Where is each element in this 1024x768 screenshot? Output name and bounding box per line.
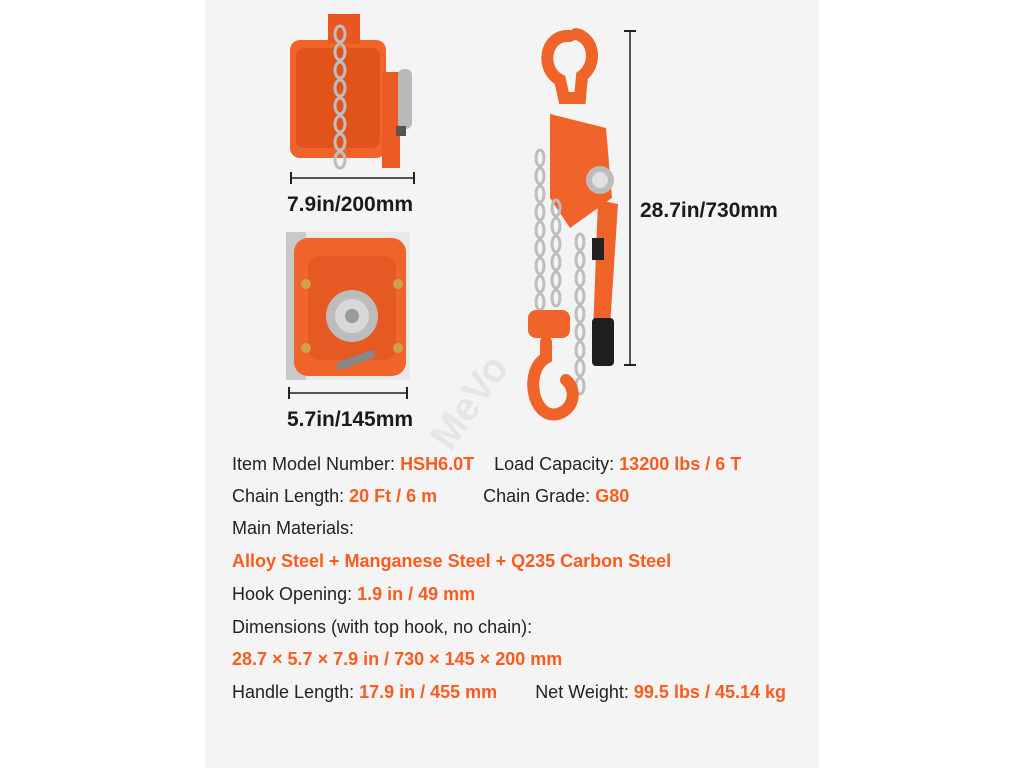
capacity-value: 13200 lbs / 6 T [619,454,742,474]
spec-row-model-capacity [232,453,741,475]
chain-length-value: 20 Ft / 6 m [349,486,438,506]
spec-row-hook [232,583,475,605]
chain-grade-value: G80 [595,486,630,506]
handle-value: 17.9 in / 455 mm [359,682,498,702]
chain-grade-label: Chain Grade: [483,486,596,506]
weight-label: Net Weight: [535,682,634,702]
width-dimension-label: 7.9in/200mm [287,193,414,216]
dimensions-label: Dimensions (with top hook, no chain): [232,617,533,637]
depth-dimension-label: 5.7in/145mm [287,408,414,431]
hoist-plate-closeup-image [286,232,410,380]
handle-label: Handle Length: [232,682,360,702]
hook-value: 1.9 in / 49 mm [357,584,476,604]
spec-row-chain [232,485,629,507]
model-label: Item Model Number: [232,454,401,474]
height-dimension-line [622,30,638,366]
materials-value: Alloy Steel + Manganese Steel + Q235 Carbon Steel [232,551,672,571]
dimensions-value: 28.7 × 5.7 × 7.9 in / 730 × 145 × 200 mm [232,649,563,669]
depth-dimension-line [288,385,408,401]
hoist-side-view-image [286,14,426,174]
weight-value: 99.5 lbs / 45.14 kg [633,682,787,702]
spec-row-handle-weight [232,681,786,703]
watermark-text: MeVo [421,347,518,458]
lever-hoist-main-image [510,28,630,423]
materials-label: Main Materials: [232,518,355,538]
capacity-label: Load Capacity: [494,454,620,474]
chain-length-label: Chain Length: [232,486,350,506]
height-dimension-label: 28.7in/730mm [640,199,778,222]
model-value: HSH6.0T [400,454,475,474]
hook-label: Hook Opening: [232,584,358,604]
width-dimension-line [290,170,415,186]
